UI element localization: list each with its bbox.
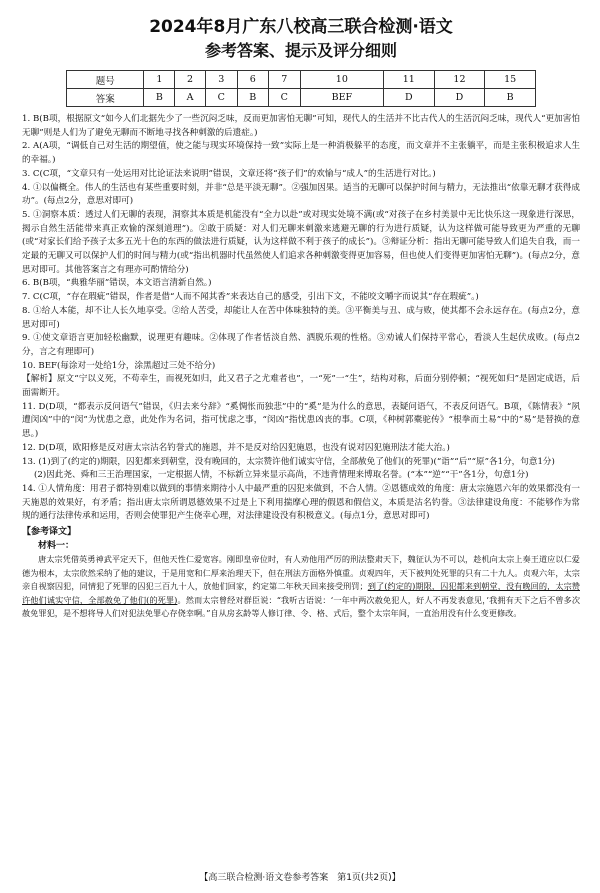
table-cell: 1 [144, 71, 175, 89]
answer-item: 6. B(B项，“典雅华丽”错误，本文语言清新自然。) [22, 278, 212, 289]
answer-item: 1. B(B项，根据原文“如今人们北据先少了一些沉闷乏味，反而更加害怕无聊”可知，现代人的生活并不比古代人的生活沉闷乏味，现代人“更加害怕无聊”则是人们为了避免无聊而不断地寻找各种刺激的后遗症。) [22, 114, 580, 138]
answer-item: 13. (1)到了(约定的)期限，囚犯都来到朝堂，没有晚回的，太宗赞许他们诚实守信，全部赦免了他们(的死罪)(“诣”“后”“原”各1分，句意1分) [22, 456, 555, 467]
answer-item: 12. D(D项，欧阳修是反对唐太宗沽名钓誉式的施恩，并不是反对给囚犯施恩，也没有说对囚犯施刑法才能大治。) [22, 442, 450, 453]
answer-item: 5. ①洞察本质：透过人们无聊的表现，洞察其本质是机能没有“全力以赴”或对现实处境不满(或“对孩子在乡村美景中无比快乐这一现象进行深思，揭示自然生活能带来真正欢愉的深刻道理”)。②敢于质疑：对人们无聊来刺激来逃避无聊的行为进行质疑，认为这样做可能导致更为严重的无聊(或“对家长们给予孩子太多五光十色的东西的做法进行质疑，认为这样做不利于孩子的成长”)。③辩证分析：指出无聊可能导致人们追失自我，而一定最的无聊又可以保护人们的时间与精力(或“指出机器时代虽然使人们追求各种刺激变得更加容易，但也使人们变得更加害怕无聊”)。(每点2分，意思对即可。其他答案言之有理亦可酌情给分) [22, 209, 580, 275]
translation-text [22, 553, 580, 621]
table-cell: D [434, 89, 485, 107]
analysis-note: 【解析】原文“宁以义死，不苟幸生，而视死如归，此又君子之尤难者也”，一“死”一“生”，结构对称，后面分别停顿；“视死如归”是固定成语，后面需断开。 [22, 374, 580, 399]
answer-item: 14. ①人情角度：用君子都特别难以做到的事情来期待小人中最严重的囚犯来做到，不合人情。②恩德成效的角度：唐太宗施恩六年的效果都没有一天施恩的效果好，有矛盾；指出唐太宗所谓恩德效果不过是上下利用揣摩心理的假恩和假信义，本质是沽名钓誉。③法律建设角度：不能够作为常规的通行法律传承和运用，否则会使罪犯产生侥幸心理，对法律建设没有积极意义。(每点1分，意思对即可) [22, 483, 580, 522]
table-cell: 6 [237, 71, 268, 89]
table-cell: A [175, 89, 205, 107]
answer-item: 8. ①给人本能，却不让人长久地享受。②给人苦受，却能让人在苦中体味独特的美。③平衡美与丑、成与败，使其都不会永远存在。(每点2分，意思对即可) [22, 305, 580, 330]
table-cell: 12 [434, 71, 485, 89]
table-row-numbers [67, 71, 536, 89]
table-cell: 3 [205, 71, 237, 89]
answer-item: 4. ①以偏概全。伟人的生活也有某些重要时刻，并非“总是平淡无聊”。②强加因果。适当的无聊可以保护时间与精力，无法推出“依靠无聊才获得成功”。(每点2分，意思对即可) [22, 182, 580, 207]
page-footer: 【高三联合检测·语文卷参考答案 第1页(共2页)】 [199, 873, 401, 883]
answer-item: 7. C(C项，“存在瑕疵”错误，作者是借“人而不闻其香”来表达自己的感受，引出下文，不能咬文嚼字而说其“存在瑕疵”。) [22, 292, 479, 303]
table-cell: 2 [175, 71, 205, 89]
table-cell: 15 [485, 71, 536, 89]
answer-table [66, 70, 536, 107]
table-cell: 10 [300, 71, 383, 89]
material-label: 材料一： [38, 541, 75, 552]
answer-item: 10. BEF(每涂对一处给1分，涂黑超过三处不给分) [22, 360, 216, 371]
translation-underlined: 到了(约定的)期限，囚犯都来到朝堂，没有晚回的，太宗赞许他们诚实守信，全部赦免了他们(的死罪) [22, 581, 580, 605]
answer-item: 9. ①使文章语言更加轻松幽默，说理更有趣味。②体现了作者恬淡自然、洒脱乐观的性格。③劝诫人们保持平常心，看淡人生起伏成败。(每点2分，言之有理即可) [22, 333, 580, 357]
table-row-answers [67, 89, 536, 107]
table-cell: BEF [300, 89, 383, 107]
answer-explanations [22, 113, 580, 524]
translation-heading: 【参考译文】 [22, 527, 77, 538]
table-cell: B [485, 89, 536, 107]
page-subtitle: 参考答案、提示及评分细则 [204, 41, 397, 60]
answer-item: 3. C(C项，“文章只有一处运用对比论证法来说明”错误，文章还将“孩子们”的欢愉与“成人”的生活进行对比。) [22, 168, 436, 179]
answer-item: 2. A(A项，“调低自己对生活的期望值，使之能与现实环境保持一致”实际上是一种消极躲平的态度，而文章并不主张躺平，而是主张积极追求人生的幸福。) [22, 141, 580, 166]
table-cell: C [205, 89, 237, 107]
answer-item: (2)因此尧、舜和三王治理国家，一定根据人情，不标新立异来显示高尚，不违背情理来博取名誉。(“本”“逆”“干”各1分，句意1分) [34, 470, 529, 481]
row-label: 题号 [67, 71, 144, 89]
table-cell: 11 [383, 71, 434, 89]
table-cell: C [268, 89, 300, 107]
page-title: 2024年8月广东八校高三联合检测·语文 [149, 17, 453, 37]
translation-after: 。然而太宗曾经对群臣说：“我听古语说：‘一年中两次赦免犯人，好人不再发表意见，’我拥有天下之后不曾多次赦免罪犯，是不想将导人们对犯法免罪心存侥幸啊。”自从房玄龄等人修订律、令、格、式后，整个太宗年间，一直治用没有什么变更修改。 [22, 594, 581, 619]
table-cell: B [144, 89, 175, 107]
table-cell: B [237, 89, 268, 107]
answer-item: 11. D(D项，“都表示反问语气”错误，《归去来兮辞》“奚惆怅而独悲”中的“奚”是为什么的意思，表疑问语气，不表反问语气。B项，《陈情表》“夙遭闵凶”中的“闵”为忧患之意，此处作为名词，指可忧虑之事，“闵凶”指忧患凶丧的事。C项，《种树郭橐驼传》“根拳而土易”中的“易”是替换的意思。) [22, 401, 580, 440]
translation-before: 唐太宗凭借英勇神武平定天下，但他天性仁爱宽容。刚即皇帝位时，有人劝他用严厉的刑法整肃天下，魏征认为不可以，趁机向太宗上奏王道应以仁爱德为根本，太宗欣然采纳了他的建议，于是用宽和仁厚来治理天下，但在刑法方面格外慎重。贞观四年，天下被判处死罪的只有二十九人。贞观六年，太宗亲自视察囚犯，同情犯了死罪的囚犯三百九十人，放他们回家，约定第二年秋天回来接受刑罚； [22, 554, 580, 592]
table-cell: 7 [268, 71, 300, 89]
row-label: 答案 [67, 89, 144, 107]
table-cell: D [383, 89, 434, 107]
